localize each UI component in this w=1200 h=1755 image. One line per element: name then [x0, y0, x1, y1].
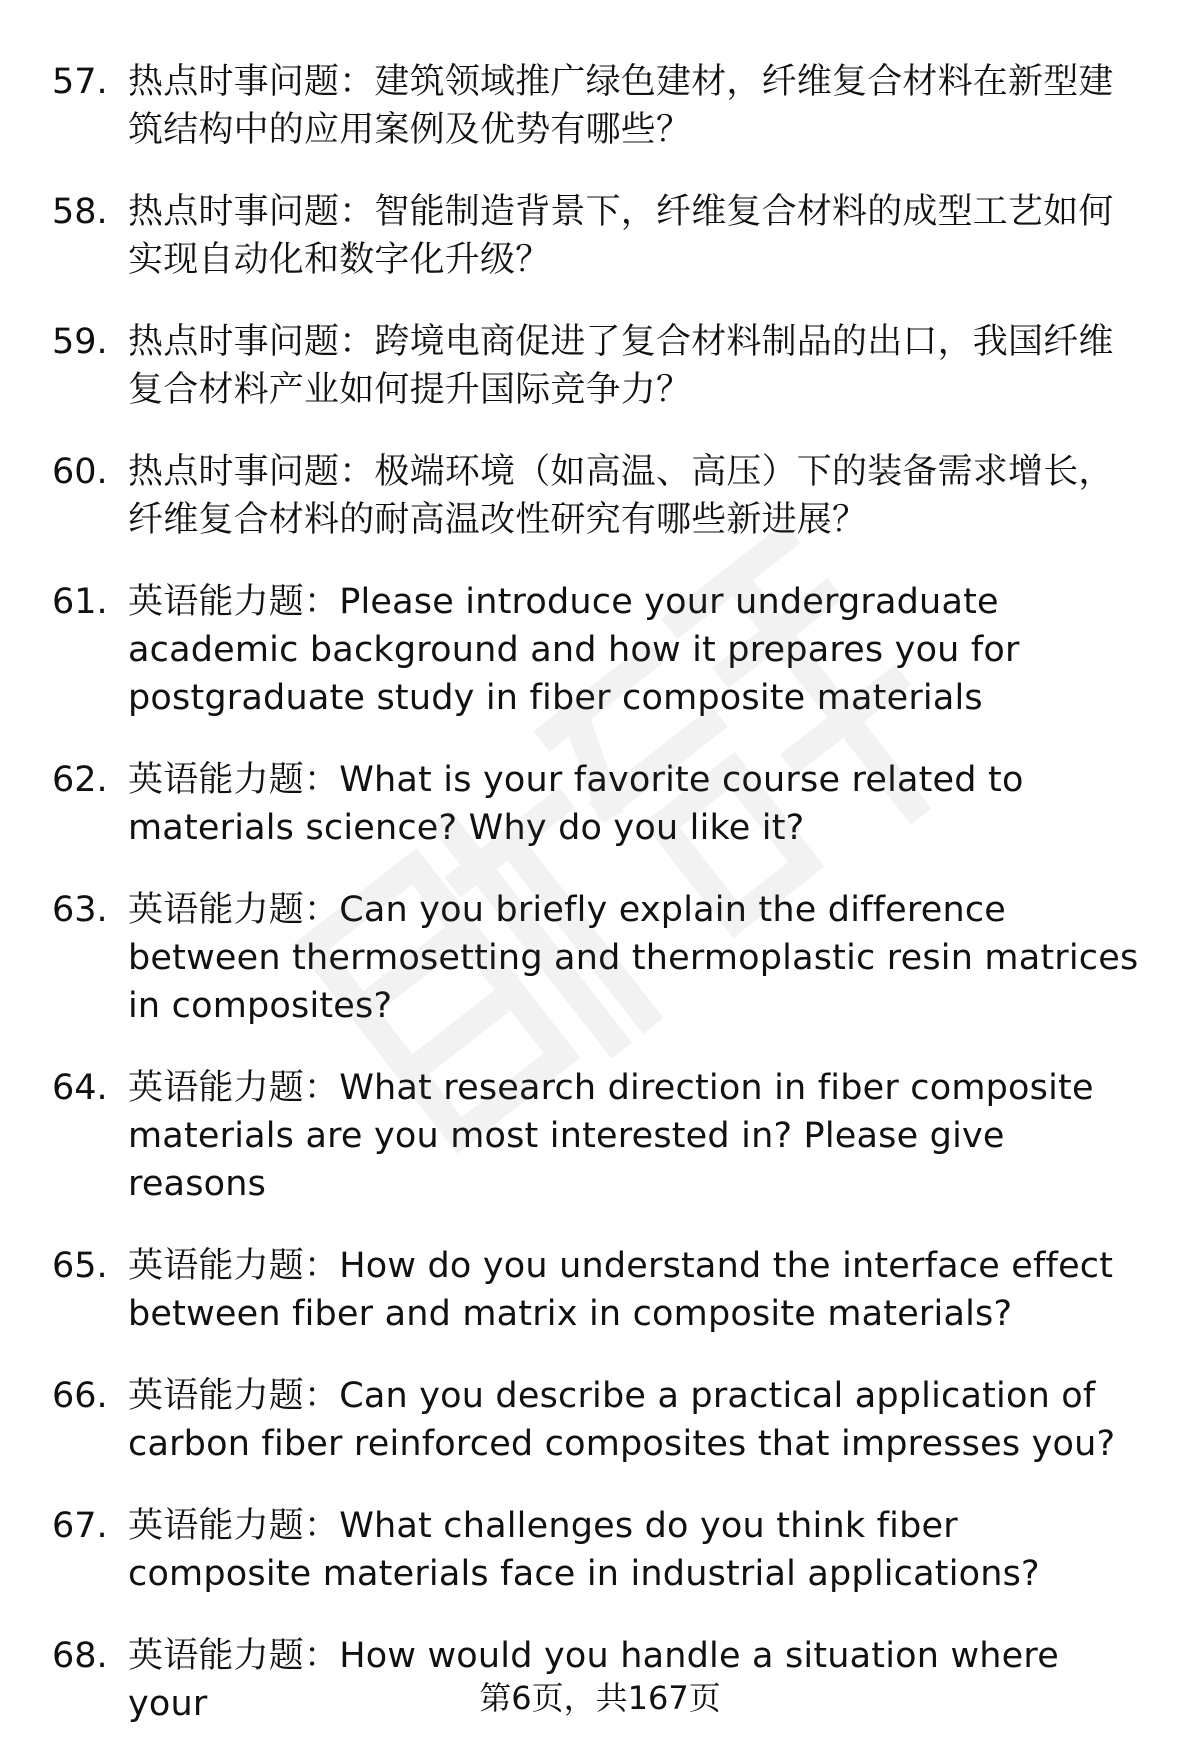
question-number: 62.	[52, 760, 108, 800]
question-item	[52, 886, 1148, 1030]
question-item	[52, 756, 1148, 852]
question-item	[52, 58, 1148, 154]
question-number: 60.	[52, 452, 108, 492]
question-number: 66.	[52, 1376, 108, 1416]
question-text: 英语能力题：Can you describe a practical application of carbon fiber reinforced composites that impresses you?	[128, 1376, 1116, 1464]
question-item	[52, 1242, 1148, 1338]
question-number: 57.	[52, 62, 108, 102]
question-number: 61.	[52, 582, 108, 622]
question-text: 英语能力题：Please introduce your undergraduate academic background and how it prepares you for postgraduate study in fiber composite materials	[128, 582, 1020, 718]
question-number: 68.	[52, 1636, 108, 1676]
question-number: 67.	[52, 1506, 108, 1546]
question-item	[52, 318, 1148, 414]
question-item	[52, 1064, 1148, 1208]
question-text: 英语能力题：What is your favorite course related to materials science? Why do you like it?	[128, 760, 1024, 848]
question-number: 63.	[52, 890, 108, 930]
question-text: 英语能力题：What research direction in fiber composite materials are you most interested in? Please give reasons	[128, 1068, 1094, 1204]
question-text: 英语能力题：Can you briefly explain the difference between thermosetting and thermoplastic resin matrices in composites?	[128, 890, 1139, 1026]
question-text: 英语能力题：How do you understand the interface effect between fiber and matrix in composite materials?	[128, 1246, 1114, 1334]
question-item	[52, 1372, 1148, 1468]
question-item	[52, 1502, 1148, 1598]
question-text: 英语能力题：What challenges do you think fiber composite materials face in industrial applications?	[128, 1506, 1040, 1594]
question-text: 热点时事问题：智能制造背景下，纤维复合材料的成型工艺如何实现自动化和数字化升级？	[128, 192, 1114, 280]
question-text: 热点时事问题：极端环境（如高温、高压）下的装备需求增长，纤维复合材料的耐高温改性研究有哪些新进展？	[128, 452, 1114, 540]
question-item	[52, 188, 1148, 284]
question-number: 59.	[52, 322, 108, 362]
question-text: 英语能力题：How would you handle a situation where your	[128, 1636, 1059, 1724]
question-item	[52, 448, 1148, 544]
page-number-footer: 第6页，共167页	[479, 1679, 721, 1717]
question-number: 58.	[52, 192, 108, 232]
question-text: 热点时事问题：建筑领域推广绿色建材，纤维复合材料在新型建筑结构中的应用案例及优势有哪些？	[128, 62, 1114, 150]
question-number: 64.	[52, 1068, 108, 1108]
question-item	[52, 578, 1148, 722]
question-text: 热点时事问题：跨境电商促进了复合材料制品的出口，我国纤维复合材料产业如何提升国际竞争力？	[128, 322, 1114, 410]
question-number: 65.	[52, 1246, 108, 1286]
